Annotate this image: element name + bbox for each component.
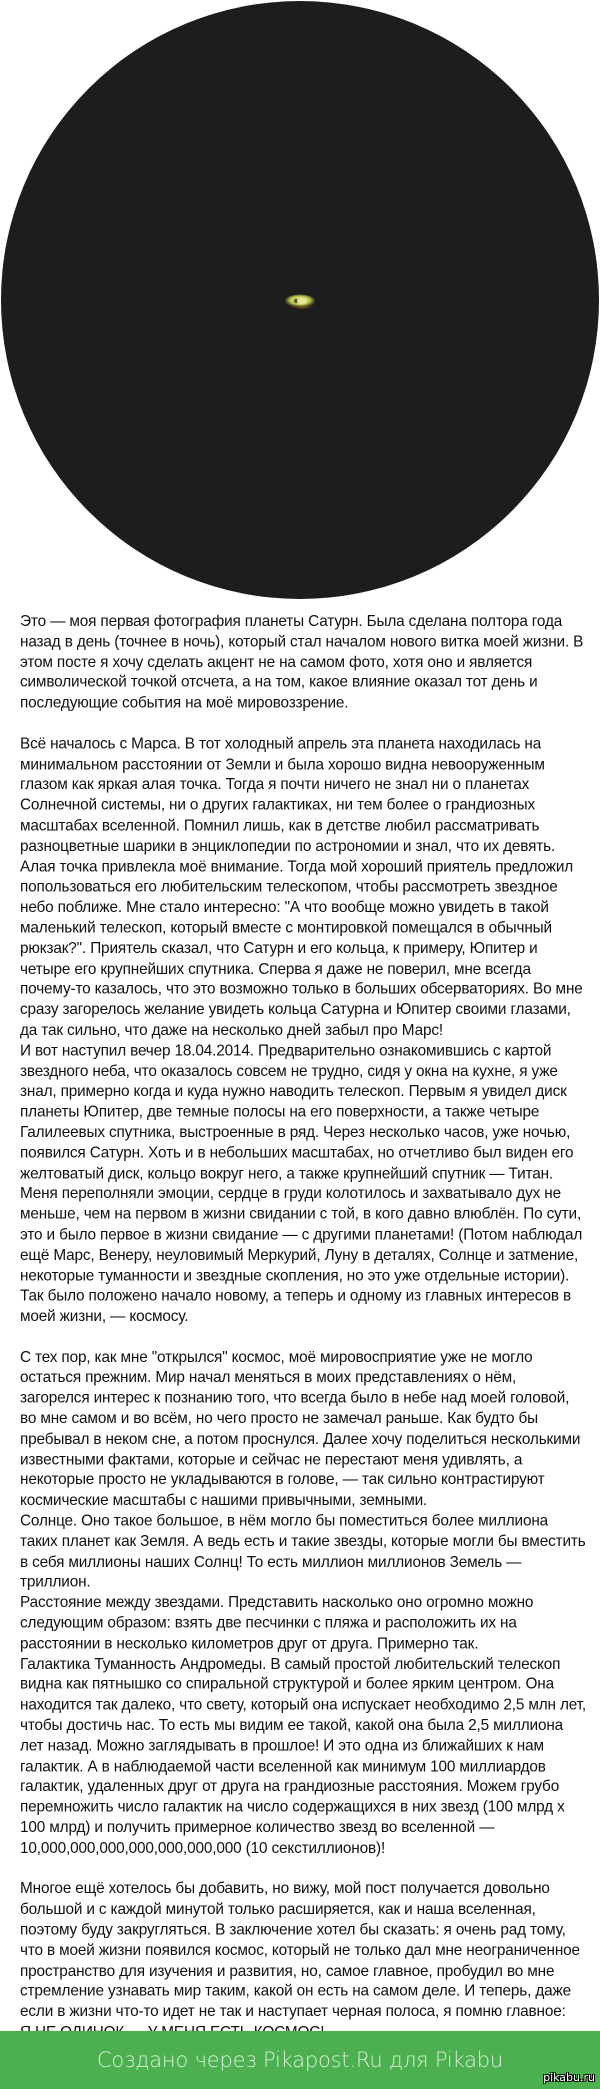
saturn-planet-icon [284, 293, 317, 310]
paragraph-spacer [20, 1859, 588, 1879]
article-paragraph: Алая точка привлекла моё внимание. Тогда мой хороший приятель предложил попользоваться его любительским телескопом, чтобы рассмотреть звездное небо поближе. Мне стало интересно: "А что вообще можно увидеть в такой маленький телескоп, который вместе с монтировкой помещался в обычный рюкзак?". Приятель сказал, что Сатурн и его кольца, к примеру, Юпитер и четыре его крупнейших спутника. Сперва я даже не поверил, мне всегда почему-то казалось, что это возможно только в больших обсерваториях. Во мне сразу загорелось желание увидеть кольца Сатурна и Юпитер своими глазами, да так сильно, что даже на несколько дней забыл про Марс! [20, 858, 583, 1039]
pikapost-footer-banner [0, 2031, 600, 2089]
article-paragraph: С тех пор, как мне "открылся" космос, моё мировосприятие уже не могло остаться прежним. Мир начал меняться в моих представлениях о нём, загорелся интерес к познанию того, что всегда было в небе над моей головой, во мне самом и во всём, но чего просто не замечал раньше. Как будто бы пребывал в неком сне, а потом проснулся. Далее хочу поделиться несколькими известными фактами, которые и сейчас не перестают меня удивлять, а некоторые просто не укладываются в голове, — так сильно контрастируют космические масштабы с нашими привычными, земными. [20, 1349, 581, 1510]
article-paragraph: Всё началось с Марса. В тот холодный апрель эта планета находилась на минимальном расстоянии от Земли и была хорошо видна невооруженным глазом как яркая алая точка. Тогда я почти ничего не знал ни о планетах Солнечной системы, ни о других галактиках, ни тем более о грандиозных масштабах вселенной. Помнил лишь, как в детстве любил рассматривать разноцветные шарики в энциклопедии по астрономии и знал, что их девять. [20, 735, 556, 855]
telescope-eyepiece-view [1, 1, 599, 599]
article-paragraph: И вот наступил вечер 18.04.2014. Предварительно ознакомившись с картой звездного неба, что оказалось совсем не трудно, сидя у окна на кухне, я уже знал, примерно когда и куда нужно наводить телескоп. Первым я увидел диск планеты Юпитер, две темные полосы на его поверхности, а также четыре Галилеевых спутника, выстроенные в ряд. Через несколько часов, уже ночью, появился Сатурн. Хоть и в небольших масштабах, но отчетливо был виден его желтоватый диск, кольцо вокруг него, а также крупнейший спутник — Титан. Меня переполняли эмоции, сердце в груди колотилось и захватывало дух не меньше, чем на первом в жизни свидании с той, в кого давно влюблён. По сути, это и было первое в жизни свидание — с другими планетами! (Потом наблюдал ещё Марс, Венеру, неуловимый Меркурий, Луну в деталях, Солнце и затмение, некоторые туманности и звездные скопления, но это уже отдельные истории). Так было положено начало новому, а теперь и одному из главных интересов в моей жизни, — космосу. [20, 1042, 583, 1325]
paragraph-spacer [20, 714, 588, 734]
article-paragraph: Многое ещё хотелось бы добавить, но вижу, мой пост получается довольно большой и с каждой минутой только расширяется, как и наша вселенная, поэтому буду закругляться. В заключение хотел бы сказать: я очень рад тому, что в моей жизни появился космос, который не только дал мне неограниченное пространство для изучения и развития, но, самое главное, пробудил во мне стремление узнавать мир таким, какой он есть на самом деле. И теперь, даже если в жизни что-то идет не так и наступает черная полоса, я помню главное: [20, 1880, 580, 2021]
article-paragraph: Солнце. Оно такое большое, в нём могло бы поместиться более миллиона таких планет как Земля. А ведь есть и такие звезды, которые могли бы вместить в себя миллионы наших Солнц! То есть миллион миллионов Земель — триллион. [20, 1512, 586, 1591]
article-paragraph: Расстояние между звездами. Представить насколько оно огромно можно следующим образом: взять две песчинки с пляжа и расположить их на расстоянии в несколько километров друг от друга. Примерно так. [20, 1594, 534, 1653]
article-paragraph: Галактика Туманность Андромеды. В самый простой любительский телескоп видна как пятнышко со спиральной структурой и более ярким центром. Она находится так далеко, что свету, который она испускает необходимо 2,5 млн лет, чтобы достичь нас. То есть мы видим ее такой, какой она была 2,5 миллиона лет назад. Можно заглядывать в прошлое! И это одна из ближайших к нам галактик. А в наблюдаемой части вселенной как минимум 100 миллиардов галактик, удаленных друг от друга на грандиозные расстояния. Можем грубо перемножить число галактик на число содержащихся в них звезд (100 млрд х 100 млрд) и получить примерное количество звезд во вселенной — 10,000,000,000,000,000,000,000 (10 секстиллионов)! [20, 1655, 586, 1857]
saturn-photo [0, 0, 600, 600]
article-body [20, 612, 588, 2043]
footer-credit-text: Создано через Pikapost.Ru для Pikabu [96, 2048, 504, 2072]
paragraph-spacer [20, 1328, 588, 1348]
pikabu-watermark: pikabu.ru [543, 2071, 595, 2084]
article-paragraph: Это — моя первая фотография планеты Сатурн. Была сделана полтора года назад в день (точнее в ночь), который стал началом нового витка моей жизни. В этом посте я хочу сделать акцент не на самом фото, хотя оно и является символической точкой отсчета, а на том, какое влияние оказал тот день и последующие события на моё мировоззрение. [20, 612, 584, 712]
